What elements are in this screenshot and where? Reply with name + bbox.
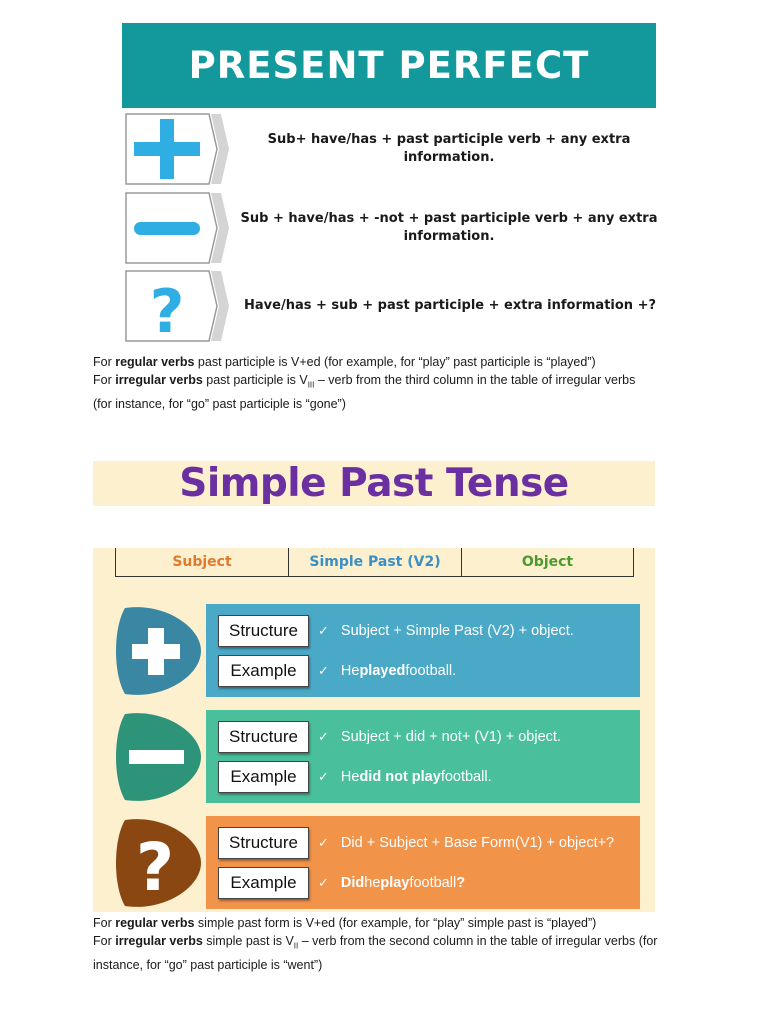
- note-irregular-verbs: For irregular verbs past participle is $V_{III}$ – verb from the third column in the table of irregular verbs: [93, 373, 636, 390]
- simple-past-header-table: [115, 548, 634, 577]
- negative-band: [206, 710, 640, 803]
- check-icon: ✓: [318, 835, 329, 851]
- minus-icon: [115, 710, 201, 804]
- simple-past-notes: [93, 914, 693, 974]
- note-regular-verbs: For regular verbs simple past form is V+ed (for example, for “play” simple past is “played”): [93, 916, 597, 930]
- question-band: [206, 816, 640, 909]
- plus-icon: [115, 604, 201, 698]
- question-structure: ✓ Did + Subject + Base Form(V1) + object+?: [318, 835, 615, 851]
- check-icon: ✓: [318, 769, 329, 785]
- pp-negative-formula: Sub + have/has + -not + past participle verb + any extra information.: [240, 211, 658, 244]
- svg-text:?: ?: [135, 829, 175, 906]
- structure-label: Structure: [218, 615, 309, 647]
- header-subject: Subject: [116, 548, 289, 576]
- plus-icon: [125, 113, 229, 185]
- negative-example: ✓ He did not play football.: [318, 769, 492, 785]
- present-perfect-title: PRESENT PERFECT: [188, 44, 590, 87]
- svg-text:?: ?: [149, 277, 185, 342]
- pp-affirmative-row: [125, 113, 665, 185]
- simple-past-panel: [93, 548, 655, 912]
- header-object: Object: [521, 554, 574, 570]
- note-irregular-verbs: For irregular verbs simple past is $V_{II}$ – verb from the second column in the table of irregular verbs (for: [93, 934, 658, 951]
- check-icon: ✓: [318, 875, 329, 891]
- affirmative-example: ✓ He played football.: [318, 663, 457, 679]
- pp-negative-row: [125, 192, 665, 264]
- question-icon: [115, 816, 201, 910]
- note-regular-verbs: For regular verbs past participle is V+ed (for example, for “play” past participle is “played”): [93, 355, 596, 369]
- present-perfect-banner: [122, 23, 656, 108]
- present-perfect-notes: [93, 353, 693, 413]
- pp-question-row: [125, 270, 665, 342]
- check-icon: ✓: [318, 663, 329, 679]
- minus-icon: [125, 192, 229, 264]
- structure-label: Structure: [218, 721, 309, 753]
- check-icon: ✓: [318, 623, 329, 639]
- question-example: ✓ Did he play football ?: [318, 875, 466, 891]
- negative-structure: ✓ Subject + did + not+ (V1) + object.: [318, 729, 561, 745]
- header-simple-past: Simple Past (V2): [289, 548, 462, 576]
- pp-question-formula: Have/has + sub + past participle + extra information +?: [244, 298, 657, 313]
- example-label: Example: [218, 761, 309, 793]
- affirmative-band: [206, 604, 640, 697]
- note-example: instance, for “go” past participle is “went”): [93, 957, 323, 972]
- simple-past-title: Simple Past Tense: [179, 461, 569, 506]
- question-icon: [125, 270, 229, 342]
- check-icon: ✓: [318, 729, 329, 745]
- example-label: Example: [218, 867, 309, 899]
- example-label: Example: [218, 655, 309, 687]
- note-example: (for instance, for “go” past participle is “gone”): [93, 396, 346, 411]
- affirmative-structure: ✓ Subject + Simple Past (V2) + object.: [318, 623, 574, 639]
- pp-affirmative-formula: Sub+ have/has + past participle verb + any extra information.: [267, 132, 631, 165]
- simple-past-banner: [93, 461, 655, 506]
- structure-label: Structure: [218, 827, 309, 859]
